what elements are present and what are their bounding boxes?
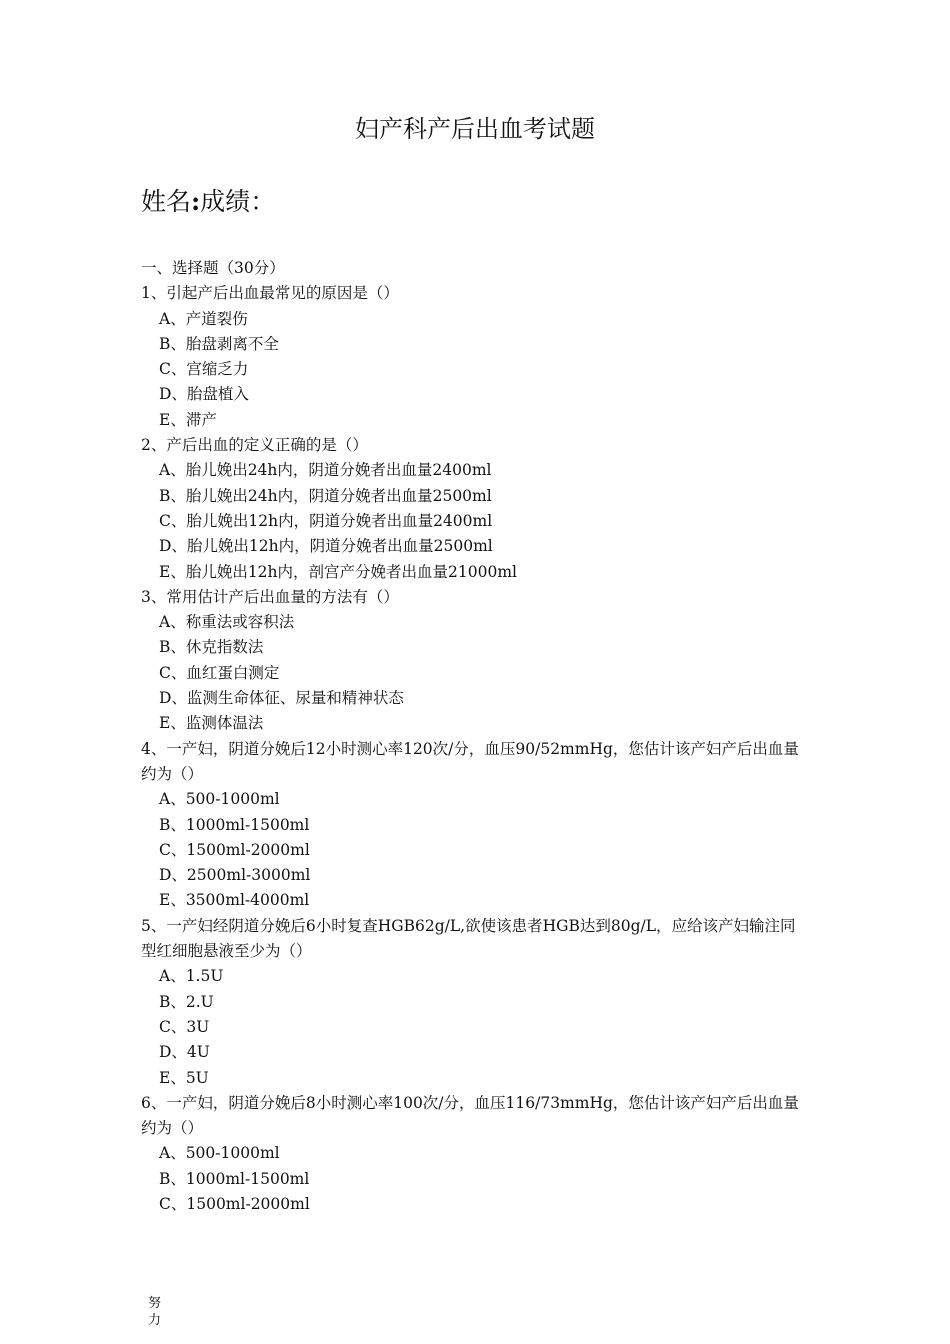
question-text: 4、一产妇，阴道分娩后12小时测心率120次/分，血压90/52mmHg，您估计该产妇产后出血量约为（） (141, 739, 799, 783)
option-a: A、胎儿娩出24h内，阴道分娩者出血量2400ml (159, 461, 492, 480)
question-text: 6、一产妇，阴道分娩后8小时测心率100次/分，血压116/73mmHg，您估计该产妇产后出血量约为（） (141, 1093, 799, 1138)
option-a: A、1.5U (159, 967, 224, 986)
option-d: D、2500ml-3000ml (159, 866, 311, 885)
question-text: 3、常用估计产后出血量的方法有（） (141, 587, 399, 606)
option-e: E、胎儿娩出12h内，剖宫产分娩者出血量21000ml (159, 562, 517, 581)
question-3 (141, 585, 809, 737)
question-text: 1、引起产后出血最常见的原因是（） (141, 284, 399, 303)
option-d: D、4U (159, 1043, 210, 1062)
option-e: E、3500ml-4000ml (159, 891, 310, 910)
question-4 (141, 737, 809, 914)
question-2 (141, 433, 809, 585)
option-c: C、1500ml-2000ml (159, 1194, 310, 1213)
option-b: B、1000ml-1500ml (159, 1169, 310, 1188)
option-e: E、5U (159, 1068, 209, 1087)
option-e: E、滞产 (159, 410, 217, 429)
question-5 (141, 914, 809, 1091)
name-colon: : (191, 187, 201, 216)
score-label: 成绩： (200, 187, 276, 216)
exam-content (141, 256, 809, 1217)
option-d: D、监测生命体征、尿量和精神状态 (159, 689, 404, 708)
option-c: C、1500ml-2000ml (159, 840, 310, 859)
question-text: 5、一产妇经阴道分娩后6小时复查HGB62g/L,欲使该患者HGB达到80g/L，应给该产妇输注同型红细胞悬液至少为（） (141, 916, 796, 961)
option-b: B、胎儿娩出24h内，阴道分娩者出血量2500ml (159, 486, 492, 505)
option-a: A、称重法或容积法 (159, 613, 295, 632)
option-b: B、1000ml-1500ml (159, 815, 310, 834)
question-6 (141, 1091, 809, 1217)
question-1 (141, 281, 809, 433)
footer-note: 努力 (148, 1296, 162, 1328)
page-title: 妇产科产后出血考试题 (355, 115, 595, 143)
option-a: A、500-1000ml (159, 1144, 280, 1163)
option-c: C、宫缩乏力 (159, 360, 249, 379)
option-b: B、2.U (159, 992, 214, 1011)
question-text: 2、产后出血的定义正确的是（） (141, 436, 368, 455)
option-e: E、监测体温法 (159, 714, 264, 733)
section-heading: 一、选择题（30分） (141, 259, 285, 277)
option-b: B、休克指数法 (159, 638, 264, 657)
option-b: B、胎盘剥离不全 (159, 334, 279, 353)
option-c: C、3U (159, 1017, 210, 1036)
option-c: C、胎儿娩出12h内，阴道分娩者出血量2400ml (159, 511, 493, 530)
option-c: C、血红蛋白测定 (159, 663, 280, 682)
option-d: D、胎儿娩出12h内，阴道分娩者出血量2500ml (159, 537, 493, 556)
option-a: A、500-1000ml (159, 790, 280, 809)
option-d: D、胎盘植入 (159, 385, 249, 404)
name-score-line (141, 184, 275, 220)
name-label: 姓名 (141, 187, 192, 216)
option-a: A、产道裂伤 (159, 309, 248, 328)
